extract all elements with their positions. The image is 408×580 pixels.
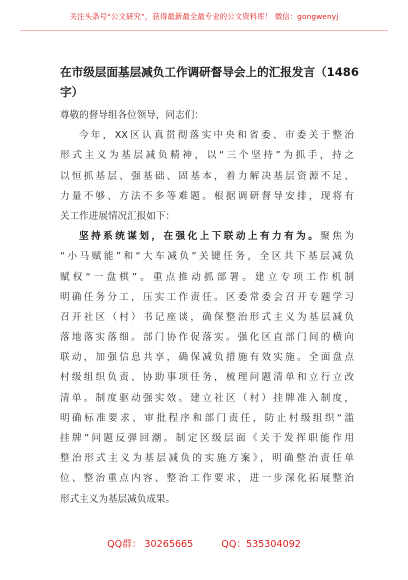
body-line: 赋权“一盘棋”。重点推动抓部署。建立专项工作机制 xyxy=(60,271,354,283)
body-line: 村级组织负责、协助事项任务，梳理问题清单和立行立改 xyxy=(60,372,354,384)
body-line: 挂牌”问题反弹回潮。制定区级层面《关于发挥职能作用 xyxy=(60,433,354,444)
footer-qq-number: QQ：535304092 xyxy=(221,539,301,550)
body-line: 位、整治重点内容、整治工作要求，进一步深化拓展整治 xyxy=(60,473,354,485)
body-line: 形式主义为基层减负成果。 xyxy=(60,493,176,505)
body-line: 联动，加强信息共享，确保减负措施有效实施。全面盘点 xyxy=(60,352,354,364)
body-line: 整治形式主义为基层减负的实施方案》，明确整治责任单 xyxy=(60,453,354,465)
footer-contact xyxy=(0,536,408,550)
body-line: “小马赋能”和“大车减负”关键任务，全区共下基层减负 xyxy=(60,251,354,263)
body-line: 明确任务分工，压实工作责任。区委常委会召开专题学习 xyxy=(60,291,354,303)
body-line: 落地落实落细。部门协作促落实。强化区直部门间的横向 xyxy=(60,332,354,344)
section-heading-line xyxy=(60,227,354,247)
section-heading: 坚持系统谋划，在强化上下联动上有力有为。 xyxy=(79,231,321,243)
header-note: 关注头条号“公文研究”，获得最新最全最专业的公文资料库！ 微信：gongwenyj xyxy=(69,12,339,21)
body-line: 召开社区（村）书记座谈，确保整治形式主义为基层减负 xyxy=(60,311,354,323)
body-line: 清单。制度驱动强实效。建立社区（村）挂牌准入制度， xyxy=(60,392,354,404)
salutation: 尊敬的督导组各位领导，同志们： xyxy=(60,110,204,121)
body-line: 力量不够、方法不多等难题。根据调研督导安排，现将有 xyxy=(60,190,354,202)
title-line-1: 在市级层面基层减负工作调研督导会上的汇报发言（1486 xyxy=(60,65,359,79)
body-text-fragment: 聚焦为 xyxy=(320,231,355,243)
document-body xyxy=(60,106,354,510)
body-line: 形式主义为基层减负精神，以“三个坚持”为抓手，持之 xyxy=(60,150,354,162)
footer-qq-group: QQ群： 30265665 xyxy=(107,539,194,550)
body-line: 明确标准要求、审批程序和部门责任，防止村级组织“滥 xyxy=(60,412,354,424)
document-title xyxy=(60,62,359,102)
body-line: 今年，XX区认真贯彻落实中央和省委、市委关于整治 xyxy=(79,130,354,142)
body-line: 关工作进展情况汇报如下： xyxy=(60,210,176,222)
header-divider xyxy=(20,30,388,31)
body-line: 以恒抓基层、强基础、固基本，着力解决基层资源不足、 xyxy=(60,170,354,182)
title-line-2: 字） xyxy=(60,85,84,99)
